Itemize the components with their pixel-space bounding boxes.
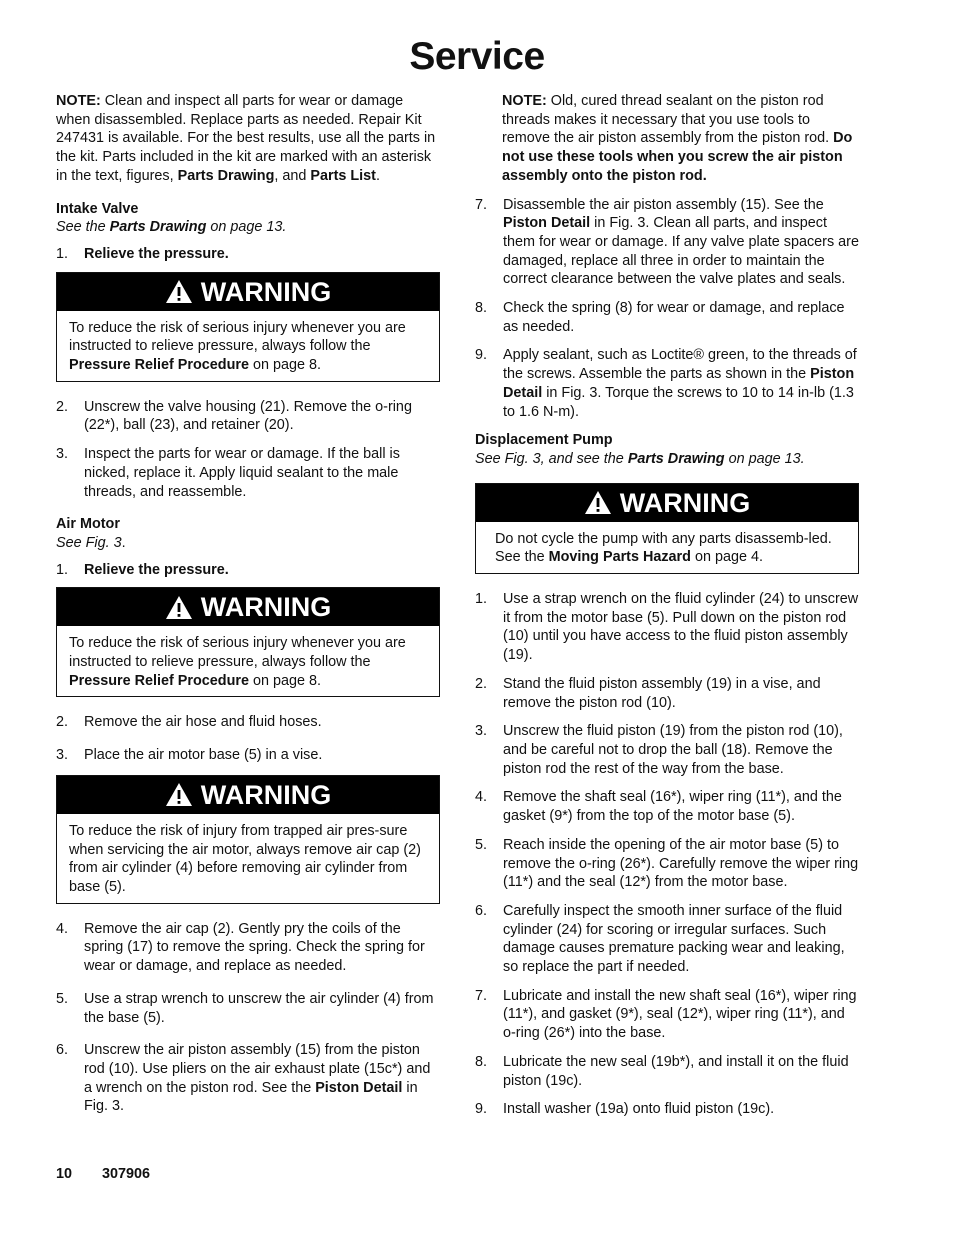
warning-header: WARNING [57, 588, 439, 626]
warning-text: To reduce the risk of serious injury whenever you are instructed to relieve pressure, always follow the Pressure Relief Procedure on page 8. [69, 319, 406, 374]
displacement-pump-reference: See Fig. 3, and see the Parts Drawing on page 13. [475, 450, 805, 467]
warning-triangle-icon [165, 782, 193, 807]
list-item: 5. Use a strap wrench to unscrew the air cylinder (4) from the base (5). [56, 990, 434, 1026]
list-item: 9. Install washer (19a) onto fluid piston (19c). [475, 1101, 775, 1118]
warning-header: WARNING [57, 776, 439, 814]
warning-triangle-icon [165, 595, 193, 620]
warning-text: To reduce the risk of serious injury whenever you are instructed to relieve pressure, always follow the Pressure Relief Procedure on page 8. [69, 635, 406, 689]
warning-header: WARNING [57, 273, 439, 311]
displacement-pump-heading: Displacement Pump [475, 432, 613, 449]
air-motor-heading: Air Motor [56, 516, 120, 533]
warning-text: To reduce the risk of injury from trapped air pres-sure when servicing the air motor, always remove air cap (2) from air cylinder (4) before removing air cylinder from base (5). [69, 822, 421, 895]
list-item: 3. Inspect the parts for wear or damage. If the ball is nicked, replace it. Apply liquid sealant to the male threads, and reassemble. [56, 446, 400, 500]
list-item: 7. Lubricate and install the new shaft seal (16*), wiper ring (11*), and gasket (9*), seal (12*), wiper ring (11*), and o-ring (26*) into the base. [475, 987, 857, 1042]
list-item: 4. Remove the air cap (2). Gently pry the coils of the spring (17) to remove the spring. Check the spring for wear or damage, and replace as needed. [56, 920, 425, 975]
page-number: 10 [56, 1166, 73, 1182]
list-item: 5. Reach inside the opening of the air motor base (5) to remove the o-ring (26*). Carefully remove the wiper ring (11*) and the seal (12*) from the motor base. [475, 836, 859, 891]
list-item: 1. Relieve the pressure. [56, 245, 229, 262]
intake-valve-heading: Intake Valve [56, 200, 139, 217]
list-item: 4. Remove the shaft seal (16*), wiper ring (11*), and the gasket (9*) from the top of the motor base (5). [475, 789, 842, 825]
list-item: 3. Place the air motor base (5) in a vise. [56, 747, 323, 764]
warning-triangle-icon [165, 279, 193, 304]
general-note: NOTE: Clean and inspect all parts for wear or damage when disassembled. Replace parts as needed. Repair Kit 247431 is available. For the best results, use all the parts in the kit. Parts included in the kit are marked with an asterisk in the text, figures, Parts Drawing, and Parts List. [56, 93, 436, 184]
warning-header: WARNING [476, 484, 858, 522]
page-footer [56, 1165, 180, 1184]
warning-box [56, 775, 440, 904]
warning-box [56, 587, 440, 697]
list-item: 7. Disassemble the air piston assembly (15). See the Piston Detail in Fig. 3. Clean all parts, and inspect them for wear or damage. If any valve plate spacers are damaged, replace all three in order to maintain the correct clearance between the valve plates and seals. [475, 196, 859, 288]
list-item: 6. Unscrew the air piston assembly (15) from the piston rod (10). Use pliers on the air exhaust plate (15c*) and a wrench on the piston rod. See the Piston Detail in Fig. 3. [56, 1042, 431, 1115]
intake-valve-reference: See the Parts Drawing on page 13. [56, 219, 287, 236]
note-label: NOTE: [56, 93, 101, 109]
warning-triangle-icon [584, 490, 612, 515]
left-column [56, 92, 440, 1126]
page-title: Service [409, 35, 545, 78]
right-column [475, 92, 859, 1129]
list-item: 3. Unscrew the fluid piston (19) from the piston rod (10), and be careful not to drop the ball (18). Remove the piston rod the rest of the way from the base. [475, 723, 843, 777]
list-item: 6. Carefully inspect the smooth inner surface of the fluid cylinder (24) for scoring or irregular surfaces. Such damage causes premature packing wear and leaking, so replace the part if needed. [475, 902, 845, 976]
warning-text: Do not cycle the pump with any parts disassemb-led. See the Moving Parts Hazard on page 4. [495, 530, 832, 566]
warning-box [475, 483, 859, 574]
list-item: 2. Unscrew the valve housing (21). Remove the o-ring (22*), ball (23), and retainer (20). [56, 398, 412, 434]
list-item: 8. Lubricate the new seal (19b*), and install it on the fluid piston (19c). [475, 1053, 849, 1089]
list-item: 1. Relieve the pressure. [56, 561, 229, 578]
document-number: 307906 [102, 1166, 151, 1182]
list-item: 2. Stand the fluid piston assembly (19) in a vise, and remove the piston rod (10). [475, 675, 821, 711]
list-item: 1. Use a strap wrench on the fluid cylinder (24) to unscrew it from the motor base (5). Pull down on the piston rod (10) until you have access to the fluid piston assembly (19). [475, 591, 859, 664]
sealant-note: NOTE: Old, cured thread sealant on the piston rod threads makes it necessary that you use tools to remove the air piston assembly from the piston rod. Do not use these tools when you screw the air piston assembly onto the piston rod. [502, 93, 853, 184]
list-item: 8. Check the spring (8) for wear or damage, and replace as needed. [475, 300, 845, 335]
list-item: 9. Apply sealant, such as Loctite® green, to the threads of the screws. Assemble the parts as shown in the Piston Detail in Fig. 3. Torque the screws to 10 to 14 in-lb (1.3 to 1.6 N-m). [475, 347, 857, 420]
list-item: 2. Remove the air hose and fluid hoses. [56, 714, 322, 731]
warning-box [56, 272, 440, 382]
air-motor-reference: See Fig. 3. [56, 534, 126, 551]
